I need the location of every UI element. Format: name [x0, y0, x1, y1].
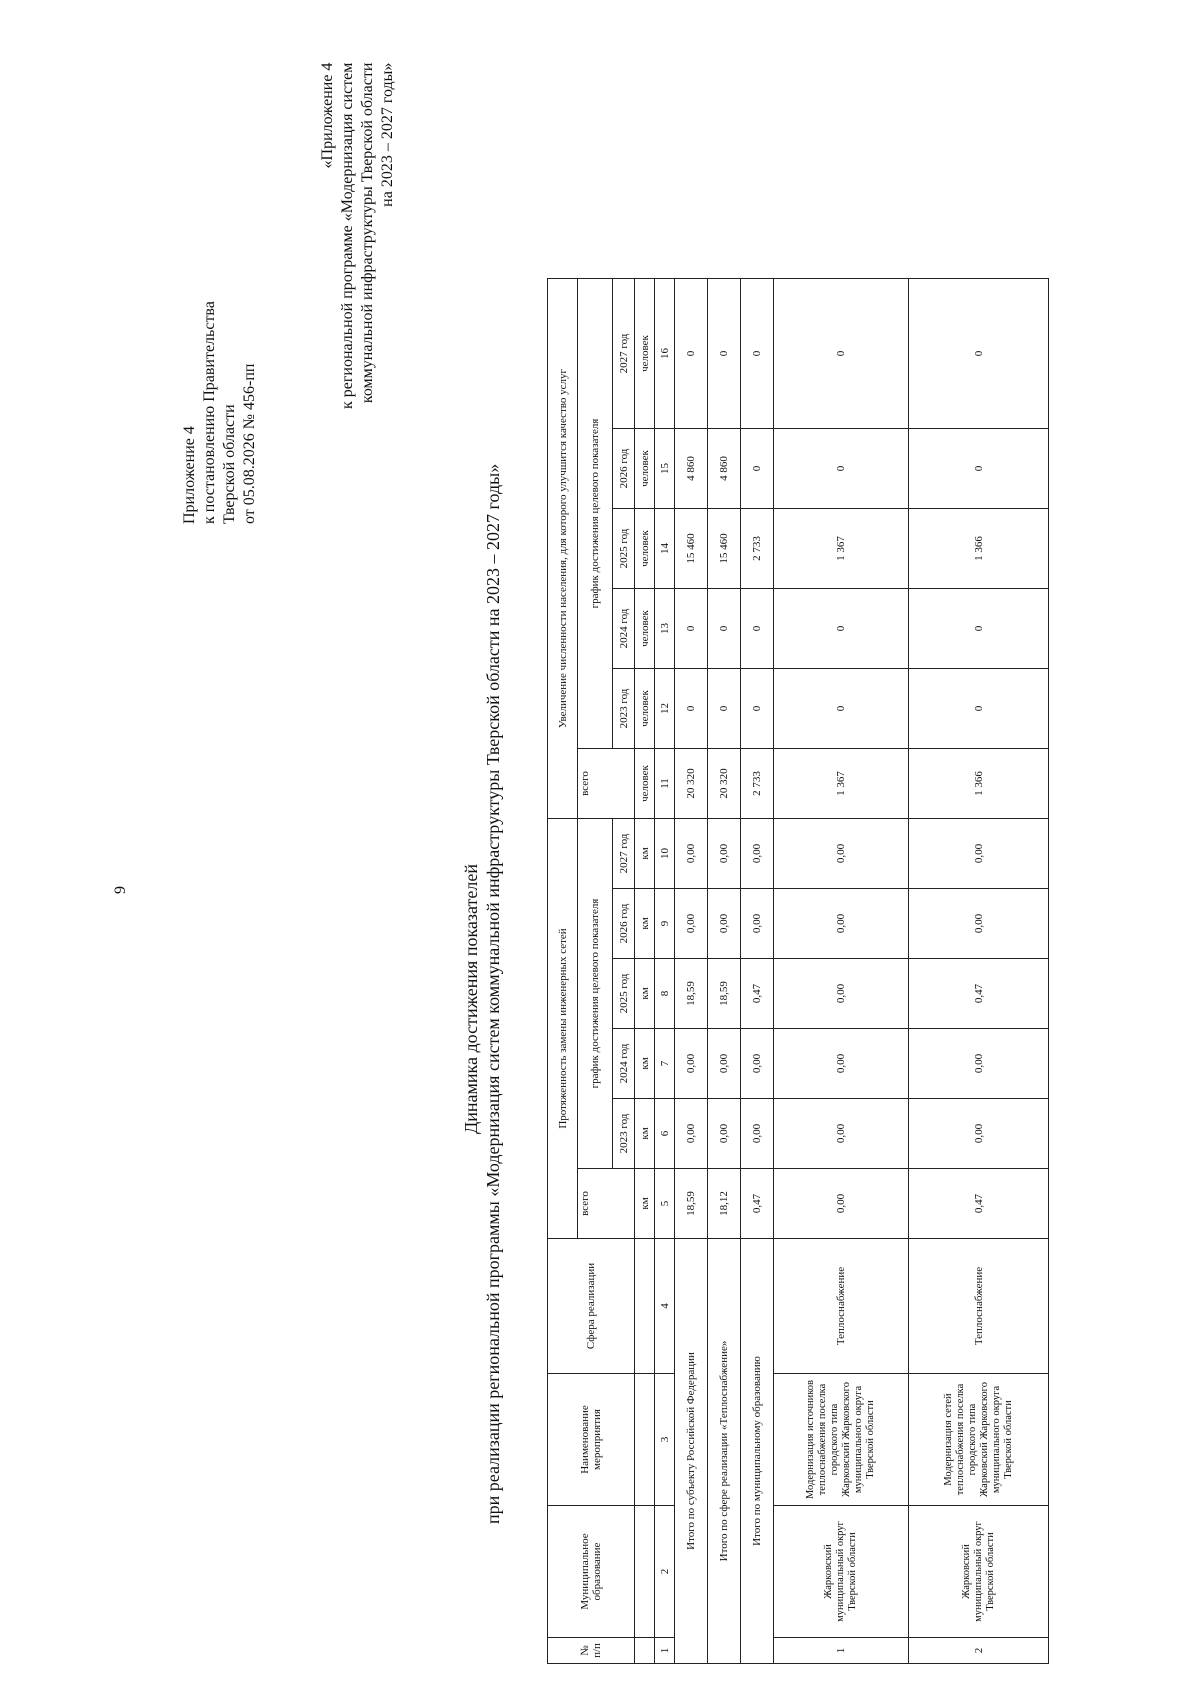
program-ref-line: на 2023 – 2027 годы»	[379, 62, 396, 207]
value-cell: 0,00	[675, 819, 708, 889]
value-cell: 1 367	[774, 509, 909, 589]
value-cell: 0	[741, 429, 774, 509]
header-total: всего	[578, 1169, 635, 1239]
year-header: 2023 год	[613, 669, 635, 749]
value-cell: 0,00	[774, 959, 909, 1029]
unit-cell: человек	[635, 429, 655, 509]
header-sphere: Сфера реализации	[548, 1239, 635, 1374]
value-cell: 0,00	[909, 1029, 1049, 1099]
value-cell: 0,00	[675, 889, 708, 959]
col-number: 9	[655, 889, 675, 959]
appendix-line: Приложение 4	[181, 426, 198, 524]
value-cell: 1 367	[774, 749, 909, 819]
unit-cell: человек	[635, 509, 655, 589]
header-total: всего	[578, 749, 635, 819]
value-cell: 0,00	[774, 1099, 909, 1169]
col-number: 4	[655, 1239, 675, 1374]
col-number: 6	[655, 1099, 675, 1169]
title-line: при реализации региональной программы «Модернизация систем коммунальной инфраструктуры Тверской области на 2023 – 2027 годы»	[483, 463, 503, 1524]
unit-cell: км	[635, 1169, 655, 1239]
unit-cell: человек	[635, 749, 655, 819]
value-cell: 0	[741, 279, 774, 429]
event-cell: Модернизация источников теплоснабжения поселка городского типа Жарковский Жарковского муниципального округа Тверской области	[774, 1374, 909, 1506]
value-cell: 0	[909, 279, 1049, 429]
col-number: 15	[655, 429, 675, 509]
value-cell: 0,00	[741, 1029, 774, 1099]
sphere-cell: Теплоснабжение	[774, 1239, 909, 1374]
year-header: 2027 год	[613, 819, 635, 889]
summary-row	[675, 279, 708, 1664]
value-cell: 0	[708, 279, 741, 429]
year-header: 2024 год	[613, 589, 635, 669]
value-cell: 0,00	[741, 1099, 774, 1169]
col-number: 7	[655, 1029, 675, 1099]
table-row	[909, 279, 1049, 1664]
header-population-group: Увеличение численности населения, для которого улучшится качество услуг	[548, 279, 578, 819]
document-title	[460, 463, 504, 1524]
value-cell: 0,00	[774, 889, 909, 959]
municipality-cell: Жарковский муниципальный округ Тверской области	[909, 1506, 1049, 1638]
value-cell: 0	[708, 589, 741, 669]
value-cell: 0	[909, 429, 1049, 509]
header-event: Наименование мероприятия	[548, 1374, 635, 1506]
value-cell: 2 733	[741, 509, 774, 589]
value-cell: 0	[774, 589, 909, 669]
value-cell: 0,00	[675, 1029, 708, 1099]
appendix-line: от 05.08.2026 № 456-пп	[241, 363, 258, 524]
value-cell: 18,59	[708, 959, 741, 1029]
program-reference-block	[318, 63, 398, 409]
value-cell: 15 460	[708, 509, 741, 589]
program-ref-line: «Приложение 4	[319, 62, 336, 169]
header-schedule: график достижения целевого показателя	[578, 819, 613, 1169]
year-header: 2025 год	[613, 509, 635, 589]
value-cell: 18,12	[708, 1169, 741, 1239]
header-municipality: Муниципальное образование	[548, 1506, 635, 1638]
row-number: 2	[909, 1638, 1049, 1664]
value-cell: 0,00	[708, 1029, 741, 1099]
value-cell: 0,47	[909, 959, 1049, 1029]
indicators-table	[547, 278, 1049, 1664]
year-header: 2027 год	[613, 279, 635, 429]
title-line: Динамика достижения показателей	[461, 863, 481, 1135]
value-cell: 0	[909, 669, 1049, 749]
year-header: 2023 год	[613, 1099, 635, 1169]
sphere-cell: Теплоснабжение	[909, 1239, 1049, 1374]
value-cell: 0	[741, 669, 774, 749]
value-cell: 0,00	[774, 819, 909, 889]
unit-cell: км	[635, 819, 655, 889]
col-number: 12	[655, 669, 675, 749]
value-cell: 0,00	[774, 1029, 909, 1099]
program-ref-line: к региональной программе «Модернизация систем	[339, 62, 356, 409]
program-ref-line: коммунальной инфраструктуры Тверской области	[359, 62, 376, 404]
appendix-line: Тверской области	[221, 404, 238, 524]
value-cell: 0,00	[741, 889, 774, 959]
value-cell: 20 320	[708, 749, 741, 819]
value-cell: 0	[774, 429, 909, 509]
municipality-cell: Жарковский муниципальный округ Тверской области	[774, 1506, 909, 1638]
value-cell: 0,47	[741, 1169, 774, 1239]
value-cell: 4 860	[708, 429, 741, 509]
value-cell: 1 366	[909, 509, 1049, 589]
column-numbers-row	[655, 279, 675, 1664]
unit-cell: км	[635, 959, 655, 1029]
value-cell: 0	[708, 669, 741, 749]
year-header: 2024 год	[613, 1029, 635, 1099]
value-cell: 18,59	[675, 959, 708, 1029]
value-cell: 0,00	[708, 1099, 741, 1169]
value-cell: 0,00	[675, 1099, 708, 1169]
col-number: 11	[655, 749, 675, 819]
value-cell: 0	[741, 589, 774, 669]
header-schedule: график достижения целевого показателя	[578, 279, 613, 749]
col-number: 8	[655, 959, 675, 1029]
table-row	[774, 279, 909, 1664]
col-number: 5	[655, 1169, 675, 1239]
value-cell: 0,47	[909, 1169, 1049, 1239]
unit-cell: человек	[635, 669, 655, 749]
unit-cell: человек	[635, 589, 655, 669]
value-cell: 0	[774, 669, 909, 749]
summary-label: Итого по сфере реализации «Теплоснабжение»	[708, 1239, 741, 1664]
summary-row	[708, 279, 741, 1664]
value-cell: 20 320	[675, 749, 708, 819]
value-cell: 0,47	[741, 959, 774, 1029]
value-cell: 0,00	[909, 1099, 1049, 1169]
value-cell: 0	[675, 589, 708, 669]
value-cell: 1 366	[909, 749, 1049, 819]
year-header: 2026 год	[613, 889, 635, 959]
unit-cell: км	[635, 1029, 655, 1099]
year-header: 2026 год	[613, 429, 635, 509]
value-cell: 0	[774, 279, 909, 429]
unit-cell: км	[635, 1099, 655, 1169]
appendix-block	[180, 301, 260, 524]
value-cell: 0,00	[708, 889, 741, 959]
col-number: 3	[655, 1374, 675, 1506]
header-length-group: Протяженность замены инженерных сетей	[548, 819, 578, 1239]
value-cell: 2 733	[741, 749, 774, 819]
row-number: 1	[774, 1638, 909, 1664]
page-number: 9	[112, 886, 129, 894]
value-cell: 15 460	[675, 509, 708, 589]
header-num: № п/п	[548, 1638, 635, 1664]
value-cell: 18,59	[675, 1169, 708, 1239]
summary-label: Итого по муниципальному образованию	[741, 1239, 774, 1664]
value-cell: 0	[909, 589, 1049, 669]
summary-row	[741, 279, 774, 1664]
col-number: 14	[655, 509, 675, 589]
col-number: 1	[655, 1638, 675, 1664]
value-cell: 0,00	[909, 819, 1049, 889]
summary-label: Итого по субъекту Российской Федерации	[675, 1239, 708, 1664]
value-cell: 4 860	[675, 429, 708, 509]
value-cell: 0,00	[909, 889, 1049, 959]
year-header: 2025 год	[613, 959, 635, 1029]
value-cell: 0,00	[708, 819, 741, 889]
col-number: 16	[655, 279, 675, 429]
unit-cell: км	[635, 889, 655, 959]
col-number: 13	[655, 589, 675, 669]
col-number: 2	[655, 1506, 675, 1638]
event-cell: Модернизация сетей теплоснабжения поселка городского типа Жарковский Жарковского муниципального округа Тверской области	[909, 1374, 1049, 1506]
value-cell: 0	[675, 279, 708, 429]
value-cell: 0,00	[741, 819, 774, 889]
appendix-line: к постановлению Правительства	[201, 301, 218, 524]
value-cell: 0,00	[774, 1169, 909, 1239]
value-cell: 0	[675, 669, 708, 749]
unit-cell: человек	[635, 279, 655, 429]
col-number: 10	[655, 819, 675, 889]
